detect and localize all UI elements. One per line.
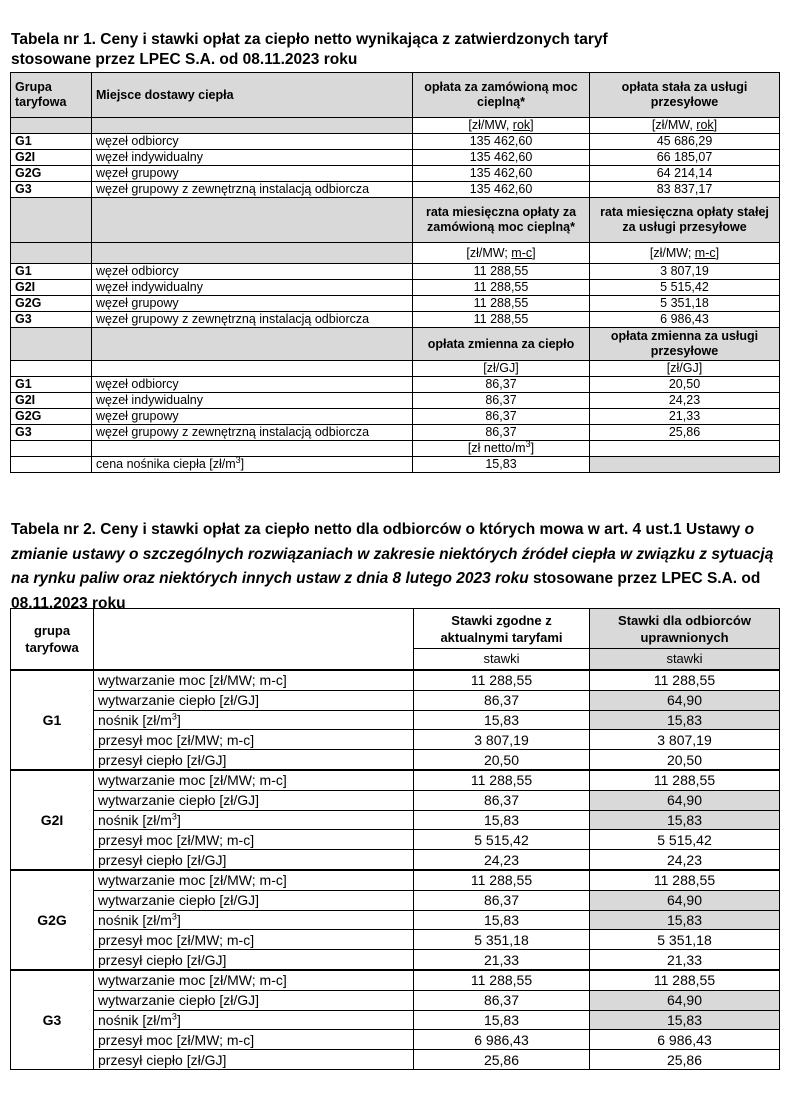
rate-label: przesył ciepło [zł/GJ] (94, 750, 414, 770)
t2-hdr-col1: Stawki zgodne z aktualnymi taryfami (414, 609, 590, 649)
table2-title-b: o zmianie ustawy o szczególnych rozwiązaniach w zakresie niektórych źródeł ciepła w związku z sytuacją na rynku paliw oraz niektórych innych ustaw z dnia 8 lutego 2023 roku (11, 521, 774, 587)
tariff-rate: 15,83 (414, 1010, 590, 1030)
t2-row (11, 910, 780, 930)
delivery-place: węzeł grupowy (92, 409, 413, 425)
tariff-rate: 15,83 (414, 710, 590, 730)
carrier-unit-row (11, 441, 780, 457)
blank-cell (94, 609, 414, 671)
blank-cell (92, 328, 413, 361)
value-cell: 11 288,55 (413, 264, 590, 280)
group-code: G2I (11, 393, 92, 409)
delivery-place: węzeł indywidualny (92, 150, 413, 166)
value-cell: 11 288,55 (413, 296, 590, 312)
sec3_rows-row (11, 425, 780, 441)
value-cell: 135 462,60 (413, 182, 590, 198)
value-cell: 86,37 (413, 393, 590, 409)
group-code: G1 (11, 264, 92, 280)
sec2-col2-header: rata miesięczna opłaty stałej za usługi przesyłowe (590, 198, 780, 243)
table1 (10, 72, 780, 473)
tariff-rate: 5 515,42 (414, 830, 590, 850)
rate-label: nośnik $[zł/m^3]$ (94, 910, 414, 930)
value-cell: 135 462,60 (413, 166, 590, 182)
eligible-rate: 24,23 (590, 850, 780, 870)
delivery-place: węzeł grupowy z zewnętrzną instalacją odbiorcza (92, 425, 413, 441)
group-code: G3 (11, 312, 92, 328)
sec2_rows-row (11, 280, 780, 296)
blank-cell (11, 328, 92, 361)
t2-hdr-sub1: stawki (414, 649, 590, 670)
table1-title-line2: stosowane przez LPEC S.A. od 08.11.2023 roku (11, 51, 358, 68)
tariff-rate: 86,37 (414, 790, 590, 810)
t2-row (11, 970, 780, 990)
rate-label: wytwarzanie ciepło [zł/GJ] (94, 690, 414, 710)
t2-row (11, 1050, 780, 1070)
sec3-col1-header: opłata zmienna za ciepło (413, 328, 590, 361)
eligible-rate: 6 986,43 (590, 1030, 780, 1050)
table1-title (11, 30, 771, 70)
rate-label: przesył moc [zł/MW; m-c] (94, 830, 414, 850)
tariff-rate: 21,33 (414, 950, 590, 970)
t2-row (11, 810, 780, 830)
group-code: G2G (11, 409, 92, 425)
rate-label: wytwarzanie moc [zł/MW; m-c] (94, 870, 414, 890)
sec2-unit2: [zł/MW; m-c] (590, 243, 780, 264)
value-cell: 135 462,60 (413, 150, 590, 166)
blank-cell (590, 441, 780, 457)
group-code: G1 (11, 134, 92, 150)
delivery-place: węzeł indywidualny (92, 280, 413, 296)
delivery-place: węzeł grupowy (92, 166, 413, 182)
delivery-place: węzeł indywidualny (92, 393, 413, 409)
t2-row (11, 670, 780, 690)
eligible-rate: 5 515,42 (590, 830, 780, 850)
blank-cell (11, 243, 92, 264)
t2-row (11, 710, 780, 730)
sec1_rows-row (11, 150, 780, 166)
sec1_rows-row (11, 166, 780, 182)
sec3-unit1: [zł/GJ] (413, 361, 590, 377)
rate-label: nośnik $[zł/m^3]$ (94, 1010, 414, 1030)
sec2_rows-row (11, 312, 780, 328)
carrier-value: 15,83 (413, 457, 590, 473)
tariff-rate: 5 351,18 (414, 930, 590, 950)
t2-hdr-col2: Stawki dla odbiorców uprawnionych (590, 609, 780, 649)
tariff-rate: 15,83 (414, 810, 590, 830)
group-code: G2I (11, 280, 92, 296)
blank-cell (11, 457, 92, 473)
group-code: G2I (11, 150, 92, 166)
sec3-header-row (11, 328, 780, 361)
tariff-rate: 25,86 (414, 1050, 590, 1070)
eligible-rate: 64,90 (590, 990, 780, 1010)
eligible-rate: 15,83 (590, 910, 780, 930)
rate-label: wytwarzanie ciepło [zł/GJ] (94, 790, 414, 810)
blank-cell (11, 441, 92, 457)
tariff-rate: 11 288,55 (414, 670, 590, 690)
eligible-rate: 20,50 (590, 750, 780, 770)
rate-label: przesył ciepło [zł/GJ] (94, 1050, 414, 1070)
rate-label: przesył moc [zł/MW; m-c] (94, 930, 414, 950)
rate-label: wytwarzanie moc [zł/MW; m-c] (94, 770, 414, 790)
eligible-rate: 15,83 (590, 1010, 780, 1030)
table2-header-row (11, 609, 780, 649)
hdr-place: Miejsce dostawy ciepła (92, 73, 413, 118)
blank-cell (92, 361, 413, 377)
blank-cell (92, 198, 413, 243)
rate-label: wytwarzanie ciepło [zł/GJ] (94, 990, 414, 1010)
t2-row (11, 830, 780, 850)
sec3-col2-header: opłata zmienna za usługi przesyłowe (590, 328, 780, 361)
blank-cell (11, 118, 92, 134)
t2-row (11, 1010, 780, 1030)
tariff-rate: 86,37 (414, 690, 590, 710)
value-cell: 6 986,43 (590, 312, 780, 328)
tariff-rate: 6 986,43 (414, 1030, 590, 1050)
value-cell: 86,37 (413, 409, 590, 425)
carrier-unit: [zł netto/$m^3$] (413, 441, 590, 457)
tariff-rate: 86,37 (414, 890, 590, 910)
t2-row (11, 850, 780, 870)
value-cell: 64 214,14 (590, 166, 780, 182)
rate-label: nośnik $[zł/m^3]$ (94, 710, 414, 730)
value-cell: 20,50 (590, 377, 780, 393)
carrier-label: cena nośnika ciepła $[zł/m^3]$ (92, 457, 413, 473)
tariff-rate: 15,83 (414, 910, 590, 930)
sec1-unit1: [zł/MW, rok] (413, 118, 590, 134)
table2 (10, 608, 780, 1070)
rate-label: przesył moc [zł/MW; m-c] (94, 730, 414, 750)
eligible-rate: 64,90 (590, 790, 780, 810)
t2-row (11, 890, 780, 910)
group-code: G2G (11, 166, 92, 182)
value-cell: 24,23 (590, 393, 780, 409)
tariff-rate: 11 288,55 (414, 770, 590, 790)
value-cell: 5 351,18 (590, 296, 780, 312)
sec2_rows-row (11, 264, 780, 280)
blank-cell (11, 361, 92, 377)
rate-label: nośnik $[zł/m^3]$ (94, 810, 414, 830)
eligible-rate: 11 288,55 (590, 970, 780, 990)
sec1_rows-row (11, 182, 780, 198)
group-code: G2G (11, 296, 92, 312)
value-cell: 3 807,19 (590, 264, 780, 280)
t2-row (11, 750, 780, 770)
t2-row (11, 990, 780, 1010)
sec1_rows-row (11, 134, 780, 150)
sec3_rows-row (11, 377, 780, 393)
eligible-rate: 5 351,18 (590, 930, 780, 950)
t2-row (11, 690, 780, 710)
delivery-place: węzeł odbiorcy (92, 264, 413, 280)
sec2_rows-row (11, 296, 780, 312)
delivery-place: węzeł odbiorcy (92, 134, 413, 150)
table1-header-row (11, 73, 780, 118)
tariff-rate: 3 807,19 (414, 730, 590, 750)
group-name: G2G (11, 870, 94, 970)
rate-label: wytwarzanie moc [zł/MW; m-c] (94, 670, 414, 690)
t2-row (11, 770, 780, 790)
sec2-unit1: [zł/MW; m-c] (413, 243, 590, 264)
eligible-rate: 15,83 (590, 710, 780, 730)
table2-title (11, 518, 787, 616)
sec1-col2-header: opłata stała za usługi przesyłowe (590, 73, 780, 118)
sec2-unit-row (11, 243, 780, 264)
group-name: G2I (11, 770, 94, 870)
t2-row (11, 730, 780, 750)
hdr-group: Grupa taryfowa (11, 73, 92, 118)
value-cell: 5 515,42 (590, 280, 780, 296)
sec1-col1-header: opłata za zamówioną moc cieplną* (413, 73, 590, 118)
t2-hdr-sub2: stawki (590, 649, 780, 670)
group-code: G1 (11, 377, 92, 393)
t2-row (11, 870, 780, 890)
carrier-row (11, 457, 780, 473)
sec3-unit-row (11, 361, 780, 377)
t2-hdr-group: grupa taryfowa (11, 609, 94, 671)
value-cell: 135 462,60 (413, 134, 590, 150)
sec1-unit2: [zł/MW, rok] (590, 118, 780, 134)
eligible-rate: 15,83 (590, 810, 780, 830)
tariff-rate: 11 288,55 (414, 970, 590, 990)
tariff-rate: 11 288,55 (414, 870, 590, 890)
rate-label: wytwarzanie ciepło [zł/GJ] (94, 890, 414, 910)
blank-cell (11, 198, 92, 243)
value-cell: 25,86 (590, 425, 780, 441)
delivery-place: węzeł grupowy z zewnętrzną instalacją odbiorcza (92, 312, 413, 328)
group-code: G3 (11, 425, 92, 441)
eligible-rate: 21,33 (590, 950, 780, 970)
t2-row (11, 1030, 780, 1050)
table1-title-line1: Tabela nr 1. Ceny i stawki opłat za ciepło netto wynikająca z zatwierdzonych taryf (11, 31, 608, 48)
blank-cell (92, 441, 413, 457)
t2-row (11, 930, 780, 950)
delivery-place: węzeł grupowy (92, 296, 413, 312)
value-cell: 21,33 (590, 409, 780, 425)
rate-label: przesył ciepło [zł/GJ] (94, 950, 414, 970)
sec1-unit-row (11, 118, 780, 134)
blank-cell (92, 118, 413, 134)
tariff-rate: 24,23 (414, 850, 590, 870)
sec3_rows-row (11, 409, 780, 425)
eligible-rate: 11 288,55 (590, 870, 780, 890)
value-cell: 86,37 (413, 425, 590, 441)
sec3-unit2: [zł/GJ] (590, 361, 780, 377)
eligible-rate: 3 807,19 (590, 730, 780, 750)
t2-row (11, 790, 780, 810)
group-name: G1 (11, 670, 94, 770)
tariff-rate: 20,50 (414, 750, 590, 770)
table2-title-a: Tabela nr 2. Ceny i stawki opłat za ciepło netto dla odbiorców o których mowa w art. 4 ust.1 Ustawy (11, 521, 741, 538)
group-name: G3 (11, 970, 94, 1069)
eligible-rate: 11 288,55 (590, 670, 780, 690)
sec2-header-row (11, 198, 780, 243)
blank-cell (590, 457, 780, 473)
value-cell: 45 686,29 (590, 134, 780, 150)
eligible-rate: 64,90 (590, 890, 780, 910)
t2-row (11, 950, 780, 970)
rate-label: wytwarzanie moc [zł/MW; m-c] (94, 970, 414, 990)
rate-label: przesył moc [zł/MW; m-c] (94, 1030, 414, 1050)
delivery-place: węzeł grupowy z zewnętrzną instalacją odbiorcza (92, 182, 413, 198)
sec2-col1-header: rata miesięczna opłaty za zamówioną moc cieplną* (413, 198, 590, 243)
value-cell: 11 288,55 (413, 280, 590, 296)
eligible-rate: 11 288,55 (590, 770, 780, 790)
delivery-place: węzeł odbiorcy (92, 377, 413, 393)
group-code: G3 (11, 182, 92, 198)
value-cell: 86,37 (413, 377, 590, 393)
blank-cell (92, 243, 413, 264)
tariff-rate: 86,37 (414, 990, 590, 1010)
rate-label: przesył ciepło [zł/GJ] (94, 850, 414, 870)
eligible-rate: 64,90 (590, 690, 780, 710)
value-cell: 83 837,17 (590, 182, 780, 198)
value-cell: 11 288,55 (413, 312, 590, 328)
table2-title-c: stosowane przez LPEC S.A. od 08.11.2023 roku (11, 570, 761, 612)
value-cell: 66 185,07 (590, 150, 780, 166)
eligible-rate: 25,86 (590, 1050, 780, 1070)
sec3_rows-row (11, 393, 780, 409)
